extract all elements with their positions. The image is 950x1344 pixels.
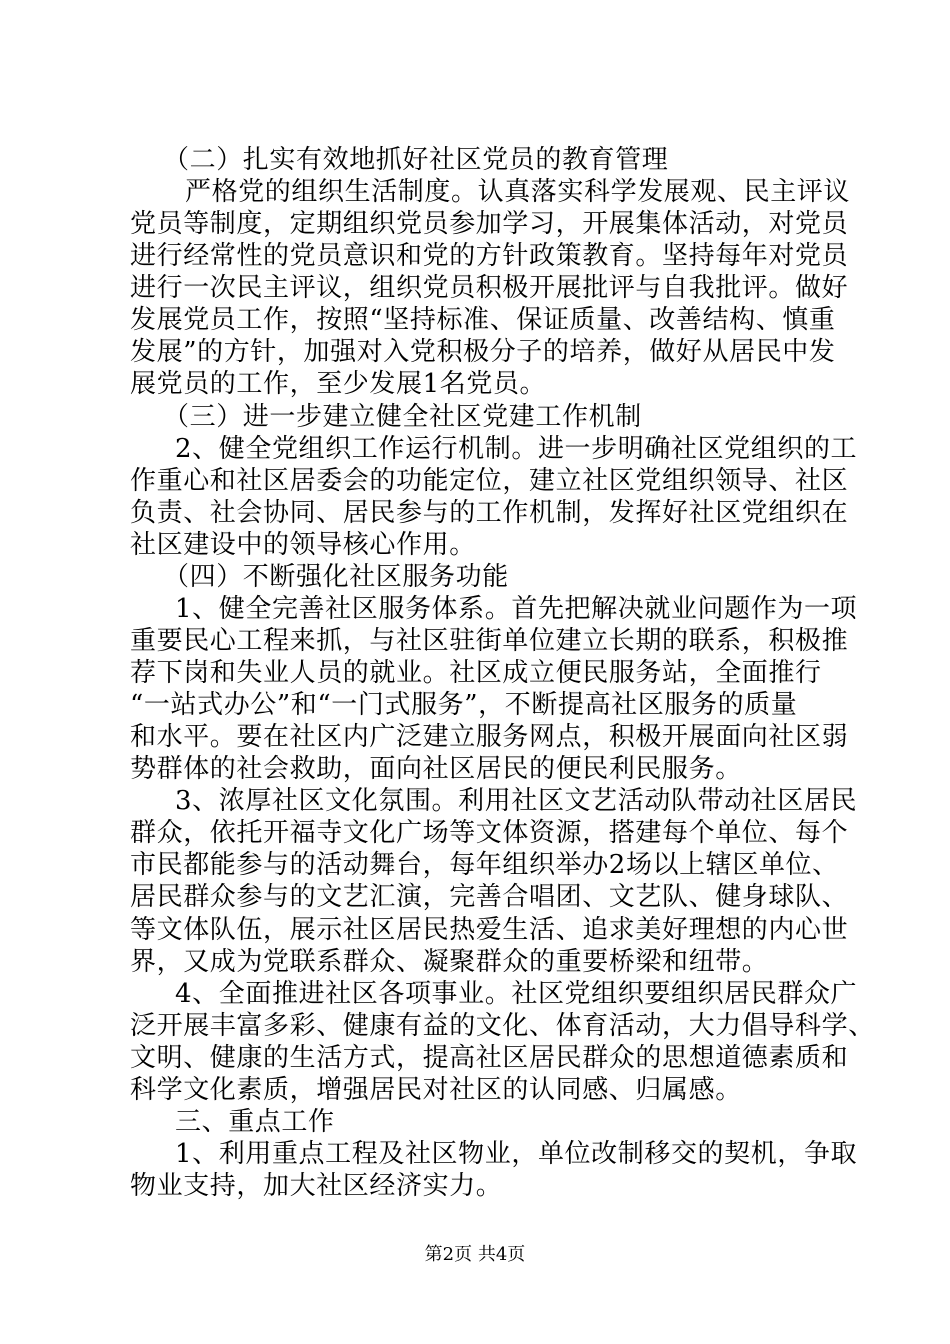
paragraph-line: 3、浓厚社区文化氛围。利用社区文艺活动队带动社区居民 bbox=[175, 786, 858, 816]
paragraph-line: 势群体的社会救助，面向社区居民的便民利民服务。 bbox=[130, 754, 742, 784]
paragraph-line: 市民都能参与的活动舞台，每年组织举办2场以上辖区单位、 bbox=[130, 850, 839, 880]
paragraph-line: 2、健全党组织工作运行机制。进一步明确社区党组织的工 bbox=[175, 434, 858, 464]
heading-section-3: （三）进一步建立健全社区党建工作机制 bbox=[163, 402, 642, 432]
paragraph-line: 物业支持，加大社区经济实力。 bbox=[130, 1171, 503, 1201]
paragraph-line: “一站式办公”和“一门式服务”，不断提高社区服务的质量 bbox=[130, 690, 798, 720]
paragraph-line: 严格党的组织生活制度。认真落实科学发展观、民主评议 bbox=[185, 177, 851, 207]
paragraph-line: 进行一次民主评议，组织党员积极开展批评与自我批评。做好 bbox=[130, 273, 849, 303]
heading-section-2: （二）扎实有效地抓好社区党员的教育管理 bbox=[163, 145, 669, 175]
paragraph-line: 作重心和社区居委会的功能定位，建立社区党组织领导、社区 bbox=[130, 466, 849, 496]
paragraph-line: 发展”的方针，加强对入党积极分子的培养，做好从居民中发 bbox=[130, 337, 836, 367]
paragraph-line: 居民群众参与的文艺汇演，完善合唱团、文艺队、健身球队、 bbox=[130, 882, 849, 912]
page-footer: 第2页 共4页 bbox=[424, 1244, 526, 1265]
paragraph-line: 界，又成为党联系群众、凝聚群众的重要桥梁和纽带。 bbox=[130, 947, 769, 977]
paragraph-line: 1、健全完善社区服务体系。首先把解决就业问题作为一项 bbox=[175, 594, 858, 624]
paragraph-line: 泛开展丰富多彩、健康有益的文化、体育活动，大力倡导科学、 bbox=[130, 1011, 875, 1041]
paragraph-line: 党员等制度，定期组织党员参加学习，开展集体活动，对党员 bbox=[130, 209, 849, 239]
paragraph-line: 负责、社会协同、居民参与的工作机制，发挥好社区党组织在 bbox=[130, 498, 849, 528]
paragraph-line: 等文体队伍，展示社区居民热爱生活、追求美好理想的内心世 bbox=[130, 915, 849, 945]
paragraph-line: 展党员的工作，至少发展1名党员。 bbox=[130, 369, 547, 399]
paragraph-line: 1、利用重点工程及社区物业，单位改制移交的契机，争取 bbox=[175, 1139, 858, 1169]
paragraph-line: 科学文化素质，增强居民对社区的认同感、归属感。 bbox=[130, 1075, 742, 1105]
heading-section-4: （四）不断强化社区服务功能 bbox=[163, 562, 509, 592]
paragraph-line: 社区建设中的领导核心作用。 bbox=[130, 530, 476, 560]
paragraph-line: 荐下岗和失业人员的就业。社区成立便民服务站，全面推行 bbox=[130, 658, 822, 688]
paragraph-line: 文明、健康的生活方式，提高社区居民群众的思想道德素质和 bbox=[130, 1043, 849, 1073]
paragraph-line: 和水平。要在社区内广泛建立服务网点，积极开展面向社区弱 bbox=[130, 722, 849, 752]
paragraph-line: 发展党员工作，按照“坚持标准、保证质量、改善结构、慎重 bbox=[130, 305, 836, 335]
heading-key-work: 三、重点工作 bbox=[175, 1107, 335, 1137]
paragraph-line: 重要民心工程来抓，与社区驻街单位建立长期的联系，积极推 bbox=[130, 626, 849, 656]
paragraph-line: 4、全面推进社区各项事业。社区党组织要组织居民群众广 bbox=[175, 979, 858, 1009]
paragraph-line: 进行经常性的党员意识和党的方针政策教育。坚持每年对党员 bbox=[130, 241, 849, 271]
paragraph-line: 群众，依托开福寺文化广场等文体资源，搭建每个单位、每个 bbox=[130, 818, 849, 848]
